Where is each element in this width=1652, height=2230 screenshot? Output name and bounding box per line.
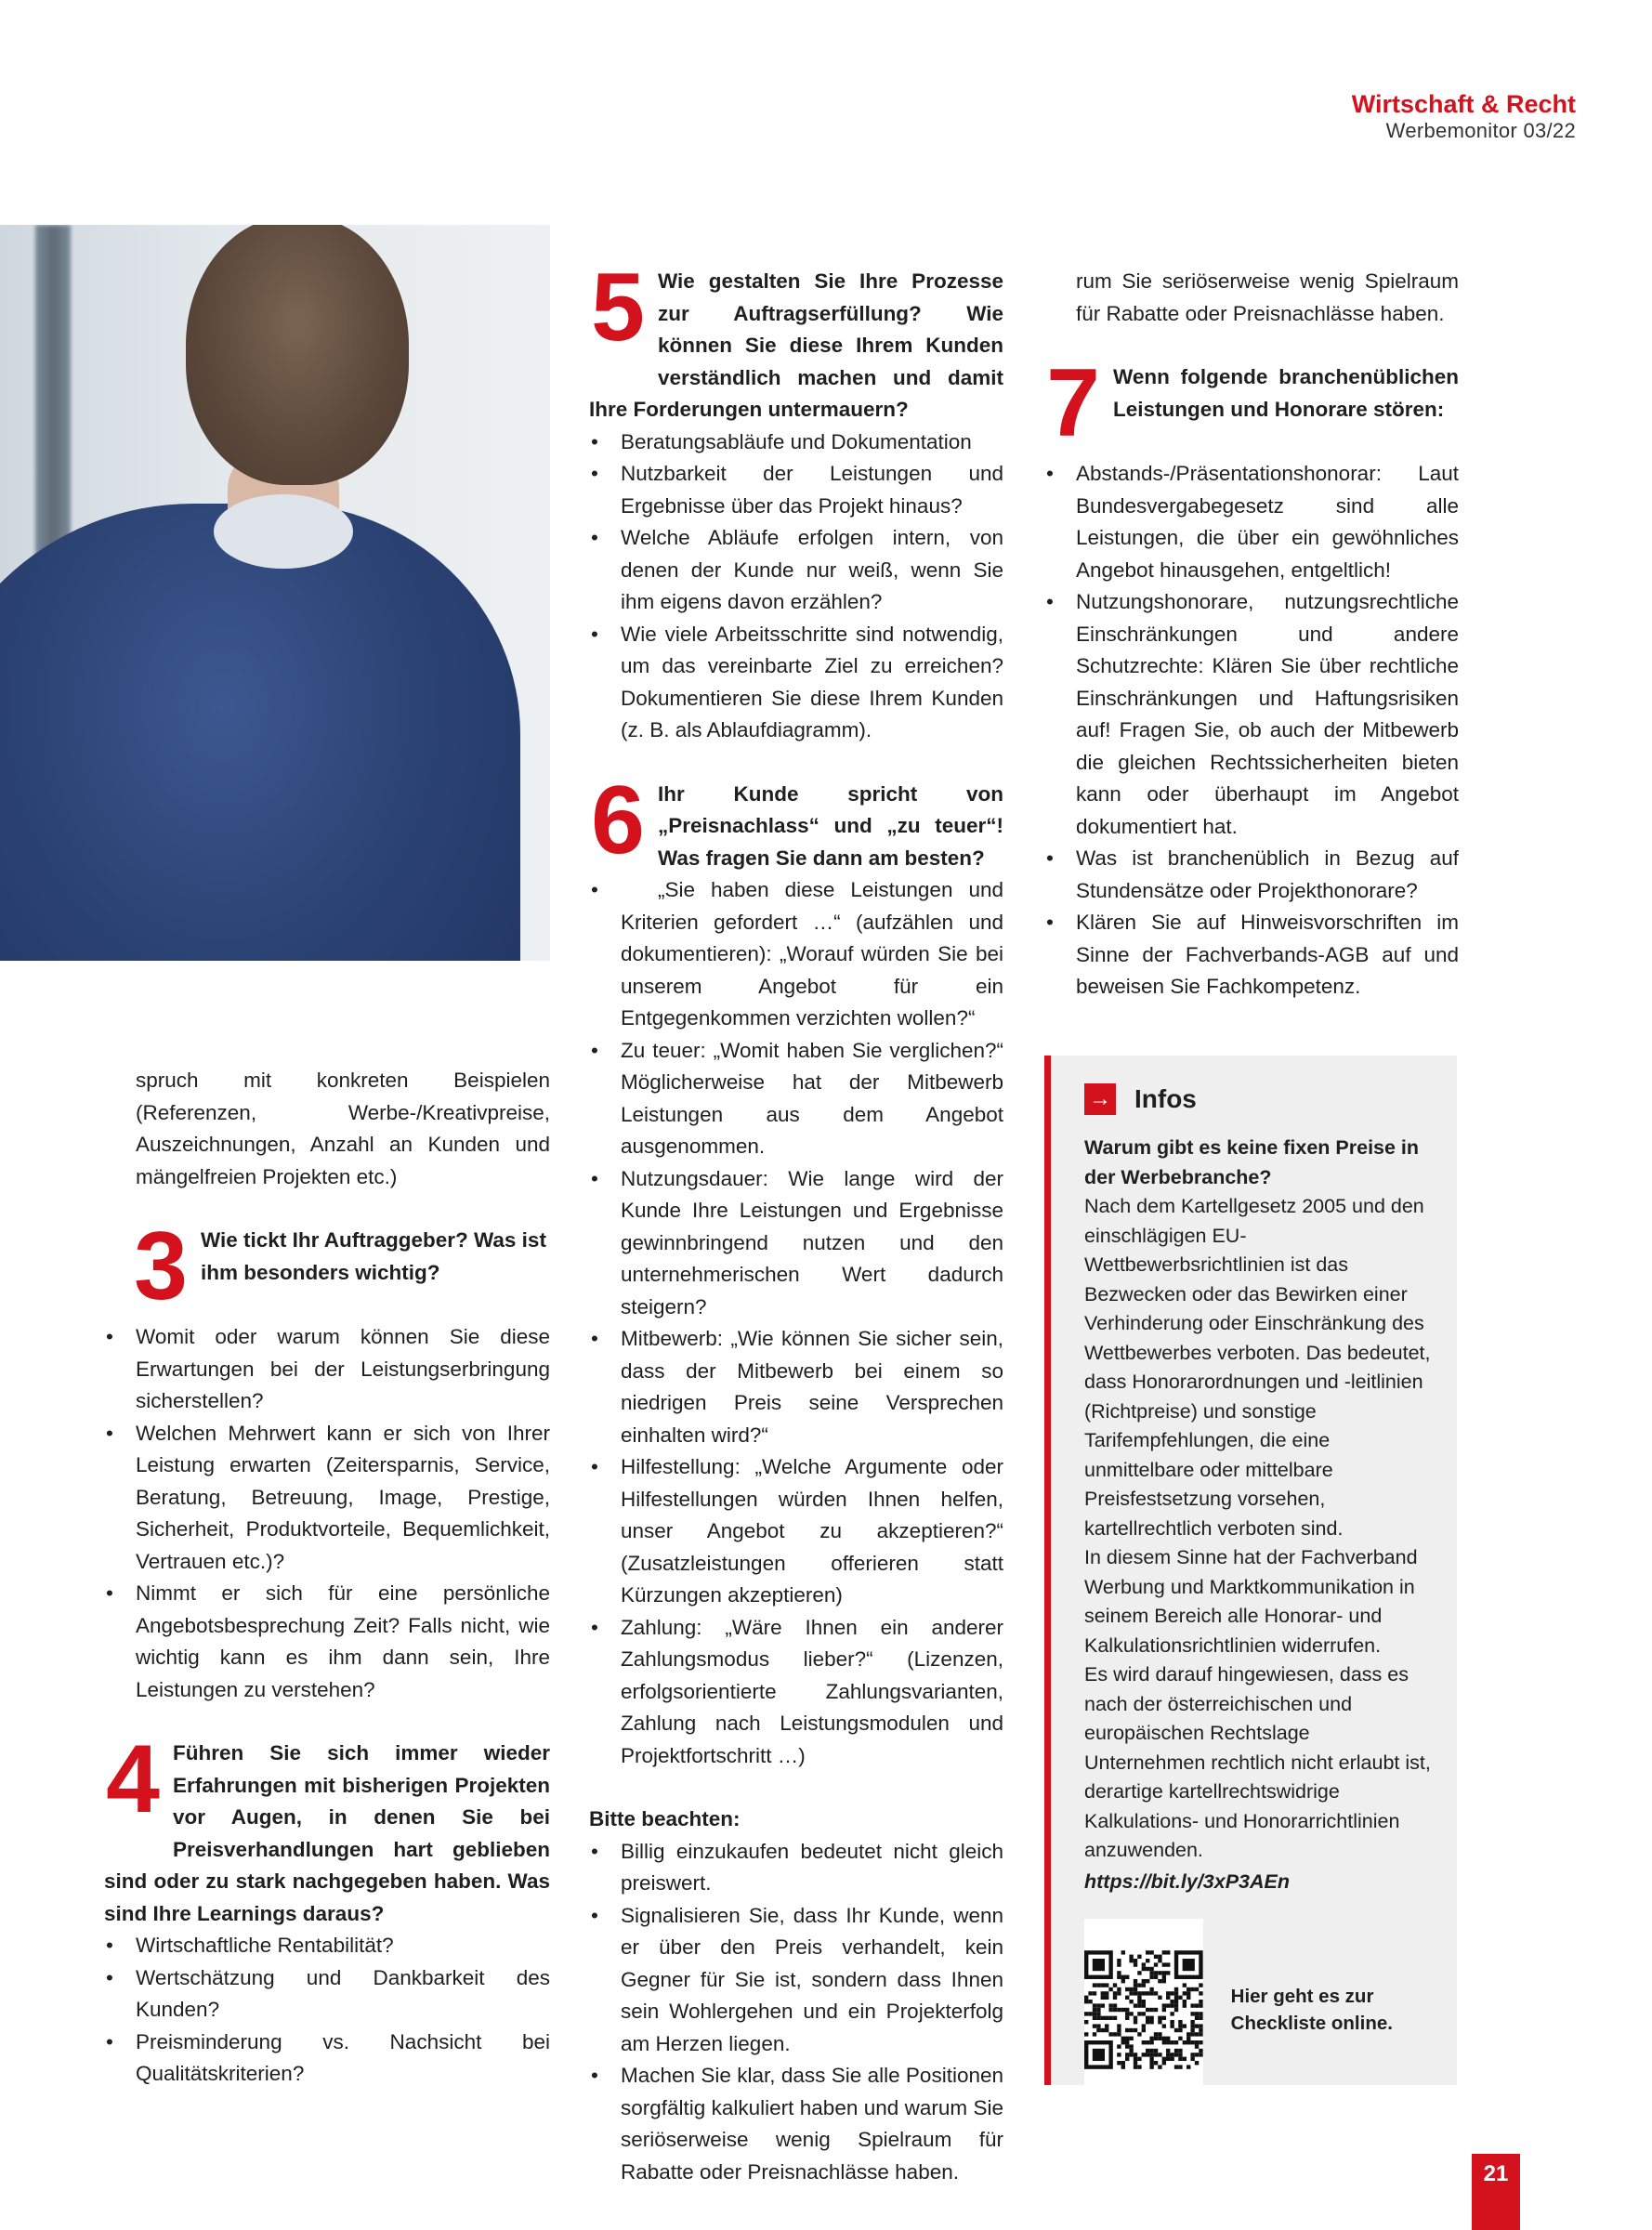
infos-question: Warum gibt es keine fixen Preise in der Werbebranche? (1084, 1136, 1420, 1188)
list-item: • Welchen Mehrwert kann er sich von Ihrer Leistung erwarten (Zeitersparnis, Service, Beratung, Betreuung, Image, Prestige, Sicherheit, Produktvorteile, Bequemlichkeit, Vertrauen etc.)? (104, 1418, 550, 1579)
list-item: • Wie viele Arbeitsschritte sind notwendig, um das vereinbarte Ziel zu erreichen? Dokumentieren Sie diese Ihrem Kunden (z. B. als Ablaufdiagramm). (589, 619, 1003, 747)
question-number: 6 (591, 766, 645, 874)
list-item: • Preisminderung vs. Nachsicht bei Qualitätskriterien? (104, 2027, 550, 2091)
question-text: Ihr Kunde spricht von „Preisnachlass“ und „zu teuer“! Was fragen Sie dann am besten? (658, 781, 1003, 870)
column-3 (1044, 266, 1459, 1004)
list-item: • Nutzbarkeit der Leistungen und Ergebnisse über das Projekt hinaus? (589, 458, 1003, 522)
page-header (1352, 89, 1576, 143)
column-1 (104, 1065, 550, 2091)
infos-paragraph-1: Nach dem Kartellgesetz 2005 und den einschlägigen EU-Wettbewerbsrichtlinien ist das Bezwecken oder das Bewirken einer Verhinderung oder Einschränkung des Wettbewerbes verboten. Das bedeutet, dass Honorarordnungen und -leitlinien (Richtpreise) und sonstige Tarifempfehlungen, die eine unmittelbare oder mittelbare Preisfestsetzung vorsehen, kartellrechtlich verboten sind. (1084, 1195, 1431, 1540)
infos-header (1084, 1083, 1433, 1115)
question-number: 4 (106, 1725, 160, 1833)
question-text: Wie gestalten Sie Ihre Prozesse zur Auftragserfüllung? Wie können Sie diese Ihrem Kunden verständlich machen und damit Ihre Forderungen untermauern? (589, 269, 1003, 421)
question-text: Wie tickt Ihr Auftraggeber? Was ist ihm besonders wichtig? (201, 1228, 546, 1284)
arrow-right-icon: → (1084, 1083, 1116, 1115)
question-text: Wenn folgende branchenüblichen Leistungen und Honorare stören: (1113, 365, 1459, 421)
list-item: • Was ist branchenüblich in Bezug auf Stundensätze oder Projekthonorare? (1044, 843, 1459, 907)
infos-box (1044, 1056, 1457, 2085)
question-3-list (104, 1321, 550, 1706)
list-item: • Womit oder warum können Sie diese Erwartungen bei der Leistungserbringung sicherstellen? (104, 1321, 550, 1418)
question-6 (589, 766, 1003, 875)
qr-caption: Hier geht es zur Checkliste online. (1230, 1986, 1393, 2034)
issue-label: Werbemonitor 03/22 (1385, 119, 1576, 142)
page-number: 21 (1472, 2154, 1520, 2230)
question-7-list (1044, 458, 1459, 1004)
person-photo (0, 225, 550, 961)
question-number: 3 (134, 1213, 188, 1320)
list-item: • Nutzungshonorare, nutzungsrechtliche Einschränkungen und andere Schutzrechte: Klären Sie über rechtliche Einschränkungen und Haftungsrisiken auf! Fragen Sie, ob auch der Mitbewerb die gleichen Rechtssicherheiten bieten kann oder überhaupt im Angebot dokumentiert hat. (1044, 586, 1459, 843)
continued-paragraph: rum Sie seriöserweise wenig Spielraum für Rabatte oder Preisnachlässe haben. (1076, 269, 1459, 325)
qr-code-icon[interactable] (1084, 1919, 1203, 2101)
list-item: • Signalisieren Sie, dass Ihr Kunde, wenn er über den Preis verhandelt, kein Gegner für Sie ist, sondern dass Ihnen sein Wohlergehen und ein Projekterfolg am Herzen liegen. (589, 1900, 1003, 2061)
list-item: • Nutzungsdauer: Wie lange wird der Kunde Ihre Leistungen und Ergebnisse gewinnbringend nutzen und den unternehmerischen Wert dadurch steigern? (589, 1163, 1003, 1324)
question-number: 7 (1046, 349, 1100, 457)
column-2 (589, 254, 1003, 2188)
question-7 (1044, 349, 1459, 457)
list-item: • Machen Sie klar, dass Sie alle Positionen sorgfältig kalkuliert haben und warum Sie seriöserweise wenig Spielraum für Rabatte oder Preisnachlässe haben. (589, 2060, 1003, 2188)
list-item: • Klären Sie auf Hinweisvorschriften im Sinne der Fachverbands-AGB auf und beweisen Sie Fachkompetenz. (1044, 907, 1459, 1004)
list-item: • Mitbewerb: „Wie können Sie sicher sein, dass der Mitbewerb bei einem so niedrigen Preis seine Versprechen einhalten wird?“ (589, 1323, 1003, 1451)
intro-paragraph: spruch mit konkreten Beispielen (Referenzen, Werbe-/Kreativpreise, Auszeichnungen, Anzahl an Kunden und mängelfreien Projekten etc.) (136, 1069, 550, 1188)
question-number: 5 (591, 254, 645, 361)
question-5-list (589, 426, 1003, 747)
infos-title: Infos (1134, 1084, 1197, 1113)
list-item: • Hilfestellung: „Welche Argumente oder Hilfestellungen würden Ihnen helfen, unser Angebot zu akzeptieren?“ (Zusatzleistungen offerieren statt Kürzungen akzeptieren) (589, 1451, 1003, 1612)
question-4 (104, 1725, 550, 1930)
list-item: • „Sie haben diese Leistungen und Kriterien gefordert …“ (aufzählen und dokumentieren): „Worauf würden Sie bei unserem Angebot für ein Entgegenkommen verzichten wollen?“ (589, 874, 1003, 1035)
list-item: • Wirtschaftliche Rentabilität? (104, 1930, 550, 1962)
list-item: • Nimmt er sich für eine persönliche Angebotsbesprechung Zeit? Falls nicht, wie wichtig kann es ihm dann sein, Ihre Leistungen zu verstehen? (104, 1578, 550, 1706)
question-text: Führen Sie sich immer wieder Erfahrungen mit bisherigen Projekten vor Augen, in denen Sie bei Preisverhandlungen hart geblieben sind oder zu stark nachgegeben haben. Was sind Ihre Learnings daraus? (104, 1741, 550, 1925)
list-item: • Zahlung: „Wäre Ihnen ein anderer Zahlungsmodus lieber?“ (Lizenzen, erfolgsorientierte Zahlungsvarianten, Zahlung nach Leistungsmodulen und Projektfortschritt …) (589, 1612, 1003, 1773)
list-item: • Beratungsabläufe und Dokumentation (589, 426, 1003, 459)
question-5 (589, 254, 1003, 426)
question-6-list (589, 874, 1003, 1772)
checklist-link[interactable]: https://bit.ly/3xP3AEn (1084, 1869, 1291, 1893)
note-title: Bitte beachten: (589, 1807, 741, 1830)
list-item: • Zu teuer: „Womit haben Sie verglichen?“ Möglicherweise hat der Mitbewerb Leistungen aus dem Angebot ausgenommen. (589, 1035, 1003, 1163)
infos-paragraph-2: In diesem Sinne hat der Fachverband Werbung und Marktkommunikation in seinem Bereich alle Honorar- und Kalkulationsrichtlinien widerrufen. (1084, 1546, 1418, 1657)
list-item: • Billig einzukaufen bedeutet nicht gleich preiswert. (589, 1836, 1003, 1900)
infos-paragraph-3: Es wird darauf hingewiesen, dass es nach der österreichischen und europäischen Rechtslage Unternehmen rechtlich nicht erlaubt ist, derartige kartellrechtswidrige Kalkulations- und Honorarrichtlinien anzuwenden. (1084, 1663, 1431, 1861)
question-3 (134, 1213, 550, 1320)
list-item: • Wertschätzung und Dankbarkeit des Kunden? (104, 1962, 550, 2027)
list-item: • Abstands-/Präsentationshonorar: Laut Bundesvergabegesetz sind alle Leistungen, die über ein gewöhnliches Angebot hinausgehen, entgeltlich! (1044, 458, 1459, 586)
question-4-list (104, 1930, 550, 2091)
note-list (589, 1836, 1003, 2189)
section-title: Wirtschaft & Recht (1351, 90, 1576, 118)
list-item: • Welche Abläufe erfolgen intern, von denen der Kunde nur weiß, wenn Sie ihm eigens davon erzählen? (589, 522, 1003, 619)
